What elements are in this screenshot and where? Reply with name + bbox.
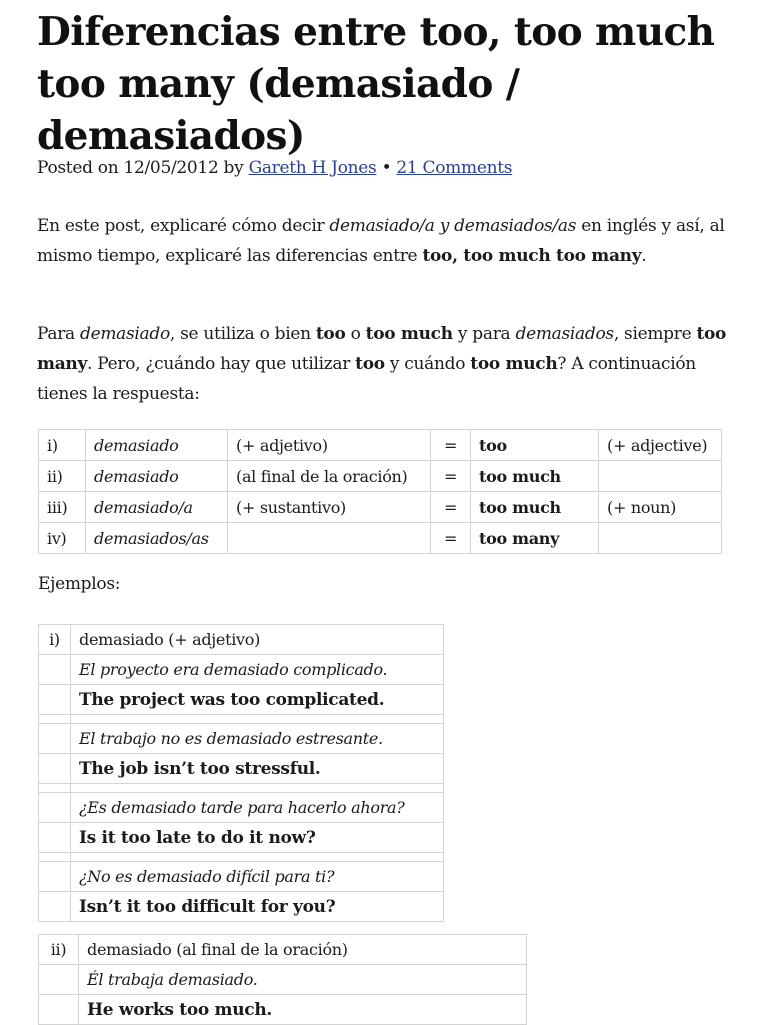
section-header: demasiado (+ adjetivo) <box>71 625 444 655</box>
spanish-example: ¿No es demasiado difícil para ti? <box>71 862 444 892</box>
spanish-term: demasiado <box>86 430 228 461</box>
table-row <box>39 892 444 922</box>
english-example: The job isn’t too stressful. <box>71 754 444 784</box>
spanish-term: demasiados/as <box>86 523 228 554</box>
comments-link[interactable]: 21 Comments <box>396 158 513 178</box>
table-row <box>39 685 444 715</box>
posted-on-text: Posted on 12/05/2012 by <box>37 158 249 178</box>
english-term: too much <box>471 461 599 492</box>
intro-paragraph-2: Para demasiado, se utiliza o bien too o too much y para demasiados, siempre too many. Pero, ¿cuándo hay que utilizar too y cuándo too much? A continuación tienes la respuesta: <box>37 324 727 404</box>
spanish-term: demasiado/a <box>86 492 228 523</box>
table-row <box>39 823 444 853</box>
post-meta <box>37 156 512 180</box>
equals-sign: = <box>431 430 471 461</box>
row-number: ii) <box>39 461 86 492</box>
row-number: i) <box>39 430 86 461</box>
english-note <box>599 523 722 554</box>
section-header: demasiado (al final de la oración) <box>79 935 527 965</box>
spanish-note: (+ adjetivo) <box>228 430 431 461</box>
table-row <box>39 724 444 754</box>
spanish-note: (+ sustantivo) <box>228 492 431 523</box>
english-example: Is it too late to do it now? <box>71 823 444 853</box>
section-label: i) <box>39 625 71 655</box>
english-term: too many <box>471 523 599 554</box>
english-note: (+ adjective) <box>599 430 722 461</box>
spanish-note: (al final de la oración) <box>228 461 431 492</box>
examples-table-i <box>38 624 444 922</box>
english-term: too much <box>471 492 599 523</box>
summary-table <box>38 429 722 554</box>
row-number: iv) <box>39 523 86 554</box>
equals-sign: = <box>431 461 471 492</box>
examples-table-ii <box>38 934 527 1025</box>
table-row <box>39 965 527 995</box>
table-row <box>39 430 722 461</box>
post-title: Diferencias entre too, too much too many (demasiado / demasiados) <box>37 9 715 159</box>
section-label: ii) <box>39 935 79 965</box>
intro-paragraph-1: En este post, explicaré cómo decir demasiado/a y demasiados/as en inglés y así, al mismo tiempo, explicaré las diferencias entre too, too much too many. <box>37 216 725 266</box>
english-term: too <box>471 430 599 461</box>
equals-sign: = <box>431 523 471 554</box>
table-row <box>39 461 722 492</box>
english-example: The project was too complicated. <box>71 685 444 715</box>
table-row <box>39 862 444 892</box>
english-note <box>599 461 722 492</box>
spanish-example: El trabajo no es demasiado estresante. <box>71 724 444 754</box>
examples-heading: Ejemplos: <box>38 574 121 594</box>
row-number: iii) <box>39 492 86 523</box>
spanish-example: Él trabaja demasiado. <box>79 965 527 995</box>
table-row <box>39 655 444 685</box>
english-example: Isn’t it too difficult for you? <box>71 892 444 922</box>
english-note: (+ noun) <box>599 492 722 523</box>
equals-sign: = <box>431 492 471 523</box>
english-example: He works too much. <box>79 995 527 1025</box>
table-row <box>39 523 722 554</box>
spanish-term: demasiado <box>86 461 228 492</box>
table-row <box>39 793 444 823</box>
spanish-example: El proyecto era demasiado complicado. <box>71 655 444 685</box>
meta-separator: • <box>376 158 397 178</box>
table-row <box>39 754 444 784</box>
spanish-example: ¿Es demasiado tarde para hacerlo ahora? <box>71 793 444 823</box>
author-link[interactable]: Gareth H Jones <box>248 158 377 178</box>
table-row <box>39 935 527 965</box>
table-row <box>39 625 444 655</box>
table-row <box>39 995 527 1025</box>
table-row <box>39 492 722 523</box>
spanish-note <box>228 523 431 554</box>
